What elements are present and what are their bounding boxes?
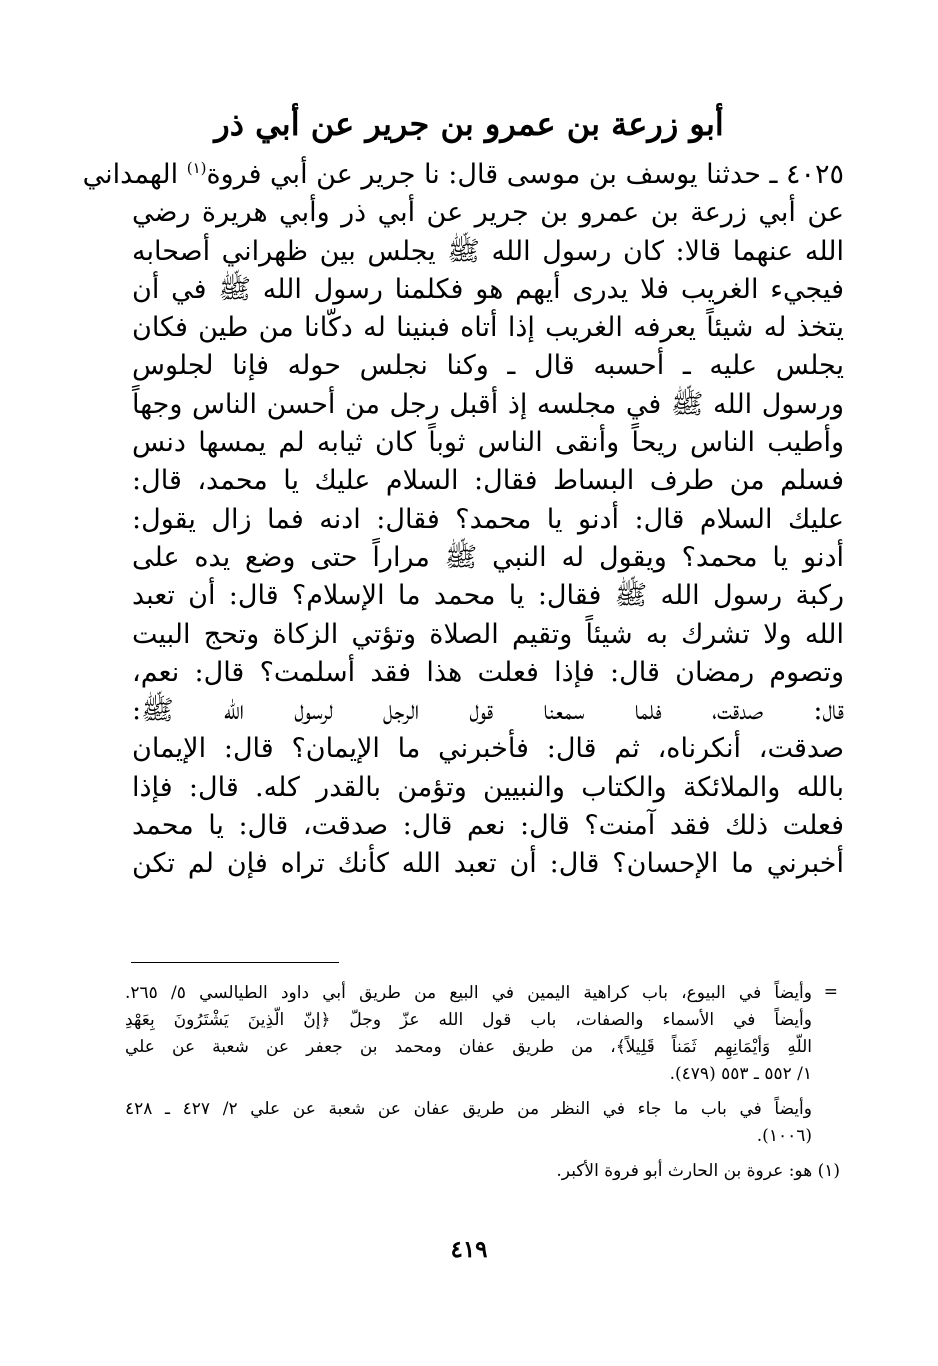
continuation-marker: = bbox=[823, 982, 838, 1002]
hadith-line: أدنو يا محمد؟ ويقول له النبي ﷺ مراراً حتى وضع يده على bbox=[132, 541, 844, 573]
hadith-line: بالله والملائكة والكتاب والنبيين وتؤمن بالقدر كله. قال: فإذا bbox=[132, 771, 844, 803]
hadith-line-1-tail: الهمداني bbox=[82, 159, 179, 190]
hadith-line: صدقت، أنكرناه، ثم قال: فأخبرني ما الإيمان؟ قال: الإيمان bbox=[132, 733, 844, 765]
hadith-line: ورسول الله ﷺ في مجلسه إذ أقبل رجل من أحسن الناس وجهاً bbox=[132, 388, 844, 420]
footnote-line bbox=[125, 1123, 840, 1150]
footnote-line bbox=[125, 1034, 840, 1061]
footnote-line-text: اللّهِ وَأيْمَانِهِم ثَمَناً قَلِيلاً﴾، من طريق عفان ومحمد بن جعفر عن شعبة عن علي bbox=[125, 1037, 812, 1057]
hadith-line: وتصوم رمضان قال: فإذا فعلت هذا فقد أسلمت؟ قال: نعم، bbox=[132, 656, 844, 688]
page-number: ٤١٩ bbox=[450, 1236, 488, 1263]
hadith-line-1 bbox=[82, 156, 844, 194]
hadith-number: ٤٠٢٥ ـ bbox=[769, 159, 844, 190]
footnote-line-text: وأيضاً في باب ما جاء في النظر من طريق عفان عن شعبة عن علي ٢/ ٤٢٧ ـ ٤٢٨ bbox=[125, 1099, 812, 1119]
hadith-line: ركبة رسول الله ﷺ فقال: يا محمد ما الإسلام؟ قال: أن تعبد bbox=[132, 580, 844, 612]
hadith-line: فعلت ذلك فقد آمنت؟ قال: نعم قال: صدقت، قال: يا محمد bbox=[132, 810, 844, 842]
hadith-line-1-text: حدثنا يوسف بن موسى قال: نا جرير عن أبي فروة bbox=[206, 159, 761, 190]
hadith-line: يتخذ له شيئاً يعرفه الغريب إذا أتاه فبنينا له دكّانا من طين فكان bbox=[132, 312, 844, 344]
hadith-line: الله ولا تشرك به شيئاً وتقيم الصلاة وتؤتي الزكاة وتحج البيت bbox=[132, 618, 844, 650]
hadith-text bbox=[82, 156, 844, 884]
footnote-line-text: وأيضاً في الأسماء والصفات، باب قول الله عزّ وجلّ ﴿إنّ الّذِينَ يَشْتَرُونَ بِعَهْدِ bbox=[125, 1010, 812, 1030]
footnote-line-text: (١٠٠٦). bbox=[756, 1126, 812, 1146]
hadith-line: أخبرني ما الإحسان؟ قال: أن تعبد الله كأنك تراه فإن لم تكن bbox=[132, 848, 844, 880]
hadith-line: عن أبي زرعة بن عمرو بن جرير عن أبي ذر وأبي هريرة رضي bbox=[132, 197, 844, 229]
section-title: أبو زرعة بن عمرو بن جرير عن أبي ذر bbox=[214, 105, 724, 143]
footnotes bbox=[125, 980, 840, 1185]
footnote-divider bbox=[131, 962, 339, 963]
hadith-line: عليك السلام قال: أدنو يا محمد؟ فقال: ادنه فما زال يقول: bbox=[132, 503, 844, 535]
footnote-1 bbox=[125, 1158, 840, 1185]
hadith-line: فيجيء الغريب فلا يدرى أيهم هو فكلمنا رسول الله ﷺ في أن bbox=[132, 273, 844, 305]
hadith-line: قال: صدقت، فلما سمعنا قول الرجل لرسول الله ﷺ: bbox=[132, 695, 844, 727]
footnote-line-text: وأيضاً في البيوع، باب كراهية اليمين في البيع من طريق أبي داود الطيالسي ٥/ ٢٦٥. bbox=[125, 983, 812, 1003]
footnote-line bbox=[125, 1096, 840, 1123]
hadith-line: الله عنهما قالا: كان رسول الله ﷺ يجلس بين ظهراني أصحابه bbox=[132, 235, 844, 267]
footnote-line-text: ١/ ٥٥٢ ـ ٥٥٣ (٤٧٩). bbox=[669, 1064, 812, 1084]
hadith-line: وأطيب الناس ريحاً وأنقى الناس ثوباً كان ثيابه لم يمسها دنس bbox=[132, 427, 844, 459]
hadith-line: فسلم من طرف البساط فقال: السلام عليك يا محمد، قال: bbox=[132, 465, 844, 497]
hadith-line: يجلس عليه ـ أحسبه قال ـ وكنا نجلس حوله فإنا لجلوس bbox=[132, 350, 844, 382]
footnote-1-text: (١) هو: عروة بن الحارث أبو فروة الأكبر. bbox=[556, 1161, 840, 1181]
footnote-line bbox=[125, 1007, 840, 1034]
footnote-line bbox=[125, 1061, 840, 1088]
footnote-ref: (١) bbox=[186, 159, 207, 177]
footnote-line bbox=[125, 980, 840, 1007]
